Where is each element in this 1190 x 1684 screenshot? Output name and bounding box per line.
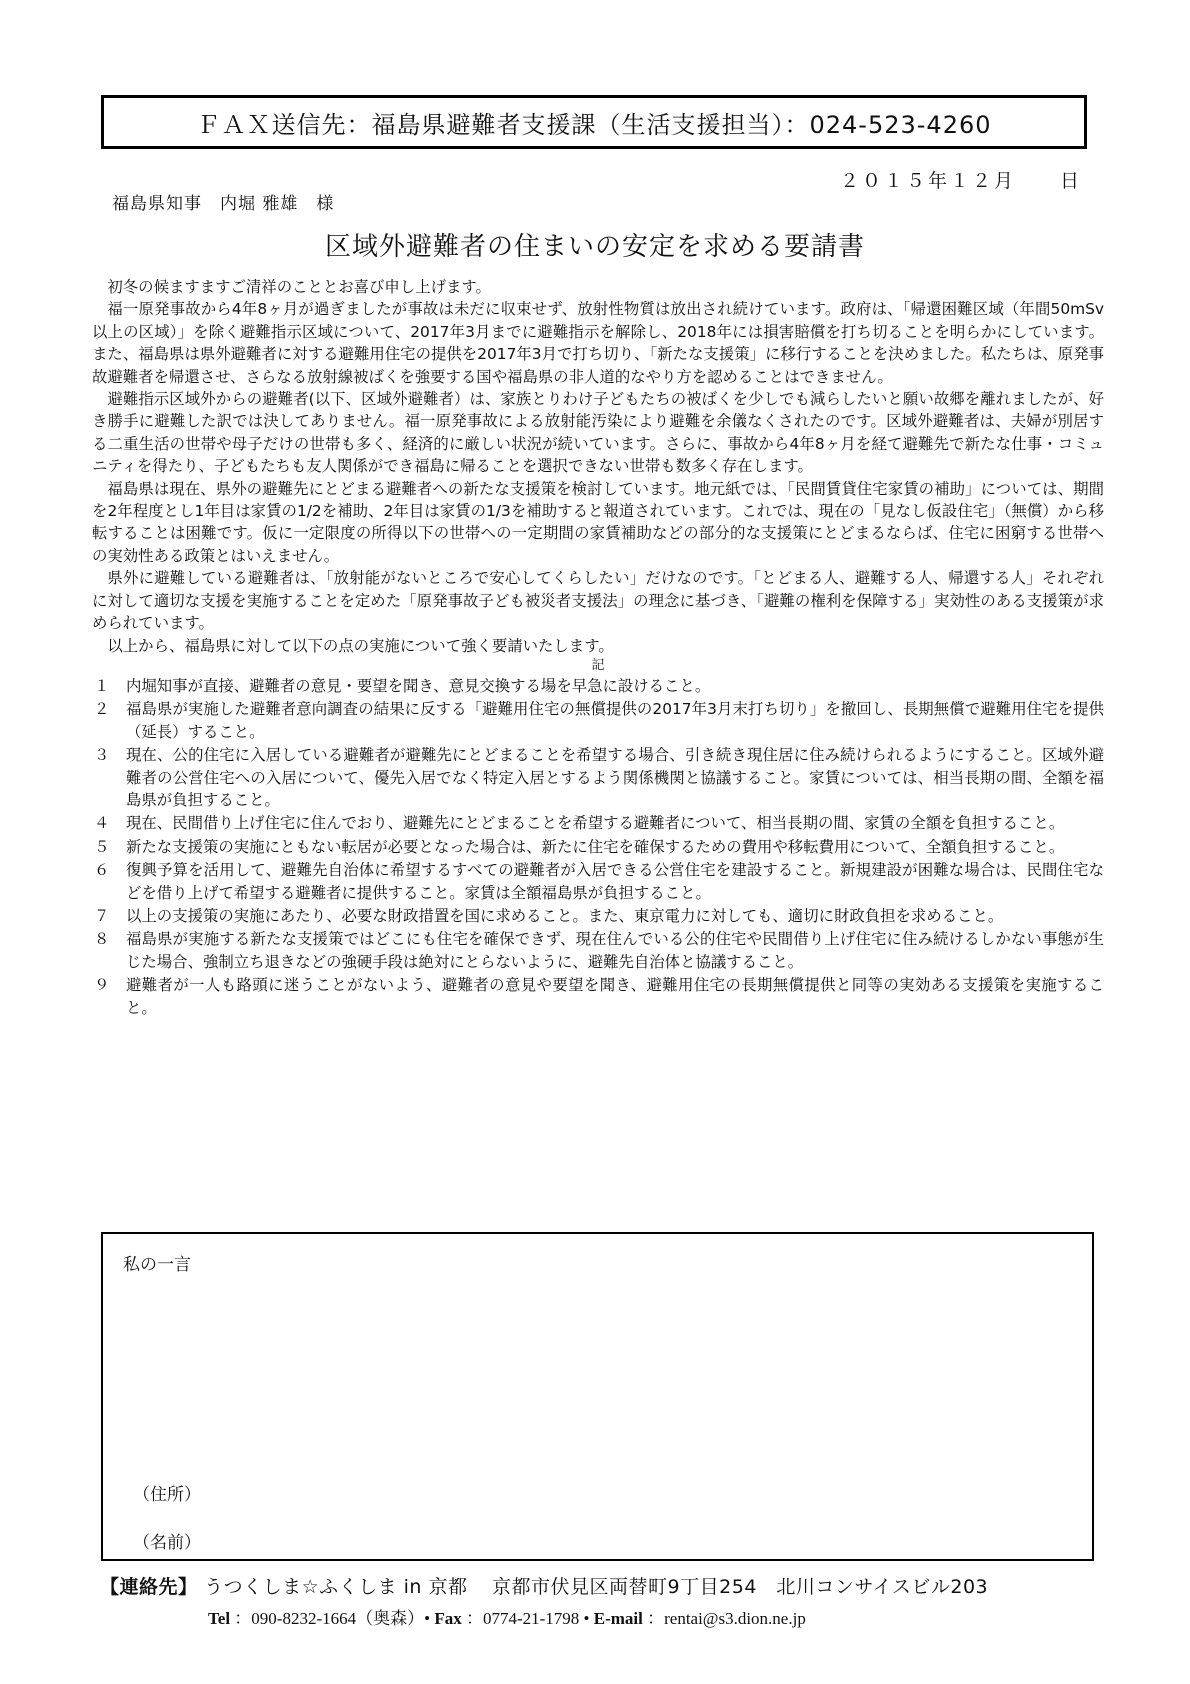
email-label: E-mail (593, 1609, 643, 1628)
date: ２０１５年１２月 日 (839, 170, 1082, 192)
request-number: ８ (94, 930, 110, 949)
comment-box[interactable] (101, 1232, 1094, 1561)
document-body (92, 276, 1104, 1020)
request-item (92, 812, 1104, 834)
request-text: 内堀知事が直接、避難者の意見・要望を聞き、意見交換する場を早急に設けること。 (126, 676, 711, 695)
contact-line (100, 1572, 988, 1599)
ki-heading: 記 (591, 657, 605, 673)
contact-numbers (208, 1604, 806, 1629)
contact-address: 京都市伏見区両替町9丁目254 北川コンサイスビル203 (492, 1576, 989, 1598)
request-text: 現在、民間借り上げ住宅に住んでおり、避難先にとどまることを希望する避難者について、相当長期の間、家賃の全額を負担すること。 (126, 814, 1065, 833)
tel-label: Tel (208, 1609, 231, 1628)
request-item (92, 974, 1104, 1019)
tel-number: ：090-8232-1664（奥森）• (234, 1609, 431, 1628)
request-item (92, 698, 1104, 743)
request-number: ２ (94, 700, 110, 719)
request-text: 新たな支援策の実施にともない転居が必要となった場合は、新たに住宅を確保するための費用や移転費用について、全額負担すること。 (126, 837, 1065, 856)
address-label: （住所） (133, 1485, 201, 1505)
fax-destination-box (101, 95, 1087, 149)
request-item (92, 859, 1104, 904)
paragraph: 福島県は現在、県外の避難先にとどまる避難者への新たな支援策を検討しています。地元紙では、「民間賃貸住宅家賃の補助」については、期間を2年程度とし1年目は家賃の1/2を補助、2年目は家賃の1/3を補助すると報道されています。これでは、現在の「見なし仮設住宅」（無償）から移転することは困難です。仮に一定限度の所得以下の世帯への一定期間の家賃補助などの部分的な支援策にとどまるならば、住宅に困窮する世帯への実効性ある政策とはいえません。 (92, 479, 1104, 565)
request-text: 復興予算を活用して、避難先自治体に希望するすべての避難者が入居できる公営住宅を建設すること。新規建設が困難な場合は、民間住宅などを借り上げて希望する避難者に提供すること。家賃は全額福島県が負担すること。 (126, 861, 1104, 902)
contact-org: うつくしま☆ふくしま in 京都 (204, 1576, 468, 1598)
paragraph: 初冬の候ますますご清祥のこととお喜び申し上げます。 (107, 278, 491, 296)
paragraph: 県外に避難している避難者は、「放射能がないところで安心してくらしたい」だけなのです。「とどまる人、避難する人、帰還する人」それぞれに対して適切な支援を実施することを定めた「原発事故子ども被災者支援法」の理念に基づき、「避難の権利を保障する」実効性のある支援策が求められています。 (92, 569, 1104, 633)
request-number: ４ (94, 814, 110, 833)
request-number: ７ (94, 906, 110, 925)
request-text: 避難者が一人も路頭に迷うことがないよう、避難者の意見や要望を聞き、避難用住宅の長期無償提供と同等の実効ある支援策を実施すること。 (126, 976, 1104, 1017)
request-number: ３ (94, 746, 110, 765)
request-text: 福島県が実施する新たな支援策ではどこにも住宅を確保できず、現在住んでいる公的住宅や民間借り上げ住宅に住み続けるしかない事態が生じた場合、強制立ち退きなどの強硬手段は絶対にとらないように、避難先自治体と協議すること。 (126, 930, 1104, 971)
document-title: 区域外避難者の住まいの安定を求める要請書 (324, 232, 865, 262)
paragraph: 福一原発事故から4年8ヶ月が過ぎましたが事故は未だに収束せず、放射性物質は放出され続けています。政府は、「帰還困難区域（年間50mSv以上の区域）」を除く避難指示区域について、2017年3月までに避難指示を解除し、2018年には損害賠償を打ち切ることを明らかにしています。また、福島県は県外避難者に対する避難用住宅の提供を2017年3月で打ち切り、「新たな支援策」に移行することを決めました。私たちは、原発事故避難者を帰還させ、さらなる放射線被ばくを強要する国や福島県の非人道的なやり方を認めることはできません。 (92, 300, 1104, 386)
request-text: 福島県が実施した避難者意向調査の結果に反する「避難用住宅の無償提供の2017年3月末打ち切り」を撤回し、長期無償で避難用住宅を提供（延長）すること。 (126, 700, 1104, 741)
request-item (92, 928, 1104, 973)
comment-label: 私の一言 (123, 1255, 191, 1275)
paragraph: 避難指示区域外からの避難者(以下、区域外避難者）は、家族とりわけ子どもたちの被ばくを少しでも減らしたいと願い故郷を離れましたが、好き勝手に避難した訳では決してありません。福一原発事故による放射能汚染により避難を余儀なくされたのです。区域外避難者は、夫婦が別居する二重生活の世帯や母子だけの世帯も多く、経済的に厳しい状況が続いています。さらに、事故から4年8ヶ月を経て避難先で新たな仕事・コミュニティを得たり、子どもたちも友人関係ができ福島に帰ることを選択できない世帯も数多く存在します。 (92, 390, 1104, 476)
email-address: ：rentai@s3.dion.ne.jp (647, 1609, 806, 1628)
paragraph: 以上から、福島県に対して以下の点の実施について強く要請いたします。 (107, 636, 614, 655)
fax-number: ：0774-21-1798 • (465, 1609, 590, 1628)
contact-label: 【連絡先】 (100, 1576, 198, 1598)
request-number: ９ (94, 976, 110, 995)
request-number: ５ (94, 837, 110, 856)
request-number: ６ (94, 861, 110, 880)
addressee: 福島県知事 内堀 雅雄 様 (112, 194, 335, 214)
request-item (92, 905, 1104, 927)
request-list (92, 675, 1104, 1019)
request-text: 現在、公的住宅に入居している避難者が避難先にとどまることを希望する場合、引き続き現住居に住み続けられるようにすること。区域外避難者の公営住宅への入居について、優先入居でなく特定入居とするよう関係機関と協議すること。家賃については、相当長期の間、全額を福島県が負担すること。 (126, 746, 1104, 809)
fax-destination: ＦＡＸ送信先：福島県避難者支援課（生活支援担当）：024-523-4260 (196, 110, 992, 139)
request-number: １ (94, 676, 110, 695)
request-item (92, 675, 1104, 697)
request-text: 以上の支援策の実施にあたり、必要な財政措置を国に求めること。また、東京電力に対しても、適切に財政負担を求めること。 (126, 906, 1004, 925)
request-item (92, 836, 1104, 858)
fax-label: Fax (434, 1609, 462, 1628)
name-label: （名前） (133, 1533, 201, 1553)
request-item (92, 744, 1104, 811)
